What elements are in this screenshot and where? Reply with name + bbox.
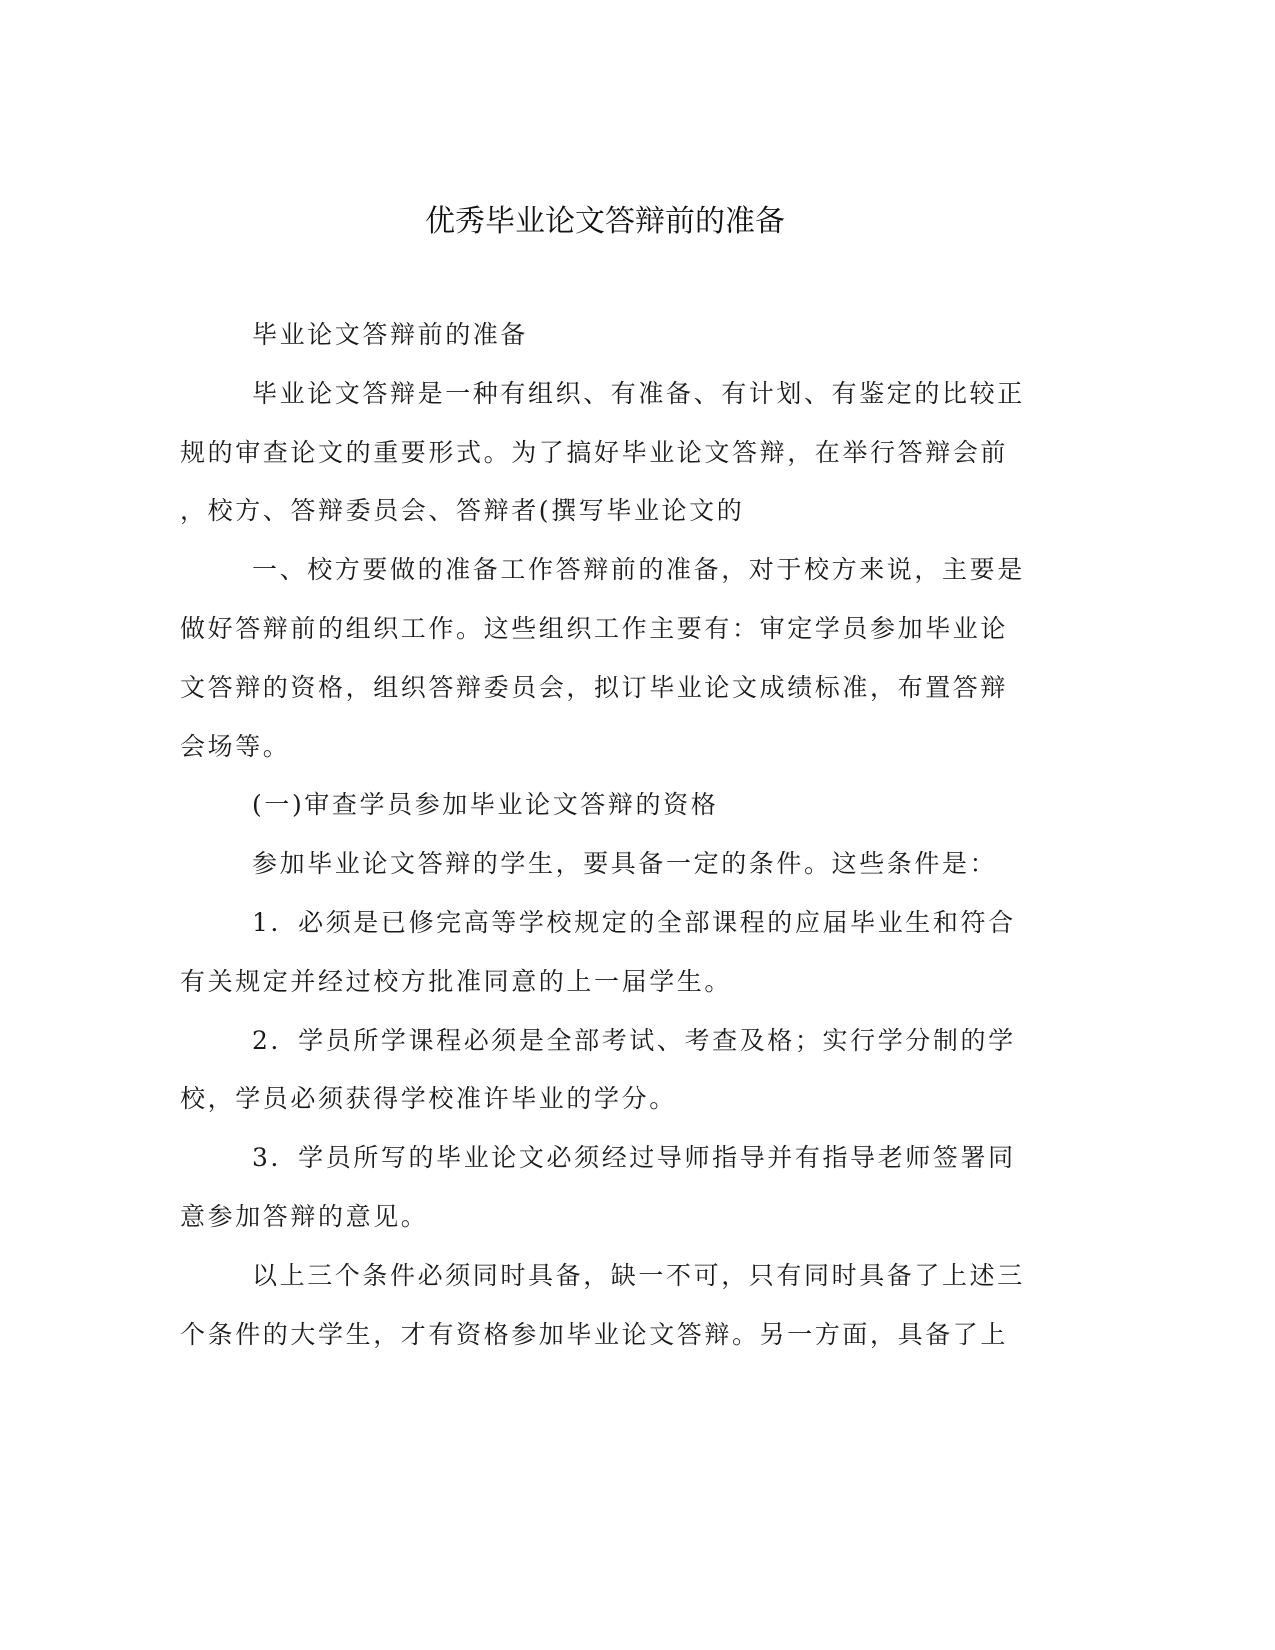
text-line: 3．学员所写的毕业论文必须经过导师指导并有指导老师签署同 — [252, 1143, 1016, 1173]
text-line: 意参加答辩的意见。 — [180, 1201, 429, 1231]
text-line: 校，学员必须获得学校准许毕业的学分。 — [180, 1084, 677, 1114]
text-line: 会场等。 — [180, 731, 291, 761]
text-line: ，校方、答辩委员会、答辩者(撰写毕业论文的 — [180, 496, 745, 526]
text-line: 做好答辩前的组织工作。这些组织工作主要有：审定学员参加毕业论 — [180, 613, 1009, 643]
document-title: 优秀毕业论文答辩前的准备 — [425, 204, 785, 239]
text-line: 2．学员所学课程必须是全部考试、考查及格；实行学分制的学 — [252, 1025, 1016, 1055]
text-line: 毕业论文答辩是一种有组织、有准备、有计划、有鉴定的比较正 — [252, 378, 1025, 408]
document-body — [180, 306, 1060, 1364]
text-line: 参加毕业论文答辩的学生，要具备一定的条件。这些条件是： — [252, 849, 998, 879]
text-line: 有关规定并经过校方批准同意的上一届学生。 — [180, 966, 733, 996]
text-line: 个条件的大学生，才有资格参加毕业论文答辩。另一方面，具备了上 — [180, 1319, 1009, 1349]
text-line: 1．必须是已修完高等学校规定的全部课程的应届毕业生和符合 — [252, 907, 1016, 937]
text-line: 文答辩的资格，组织答辩委员会，拟订毕业论文成绩标准，布置答辩 — [180, 672, 1009, 702]
text-line: 规的审查论文的重要形式。为了搞好毕业论文答辩，在举行答辩会前 — [180, 437, 1009, 467]
text-line: 毕业论文答辩前的准备 — [252, 320, 529, 349]
text-line: 以上三个条件必须同时具备，缺一不可，只有同时具备了上述三 — [252, 1260, 1025, 1290]
text-line: 一、校方要做的准备工作答辩前的准备，对于校方来说，主要是 — [252, 555, 1025, 585]
text-line: (一)审查学员参加毕业论文答辩的资格 — [252, 790, 719, 820]
